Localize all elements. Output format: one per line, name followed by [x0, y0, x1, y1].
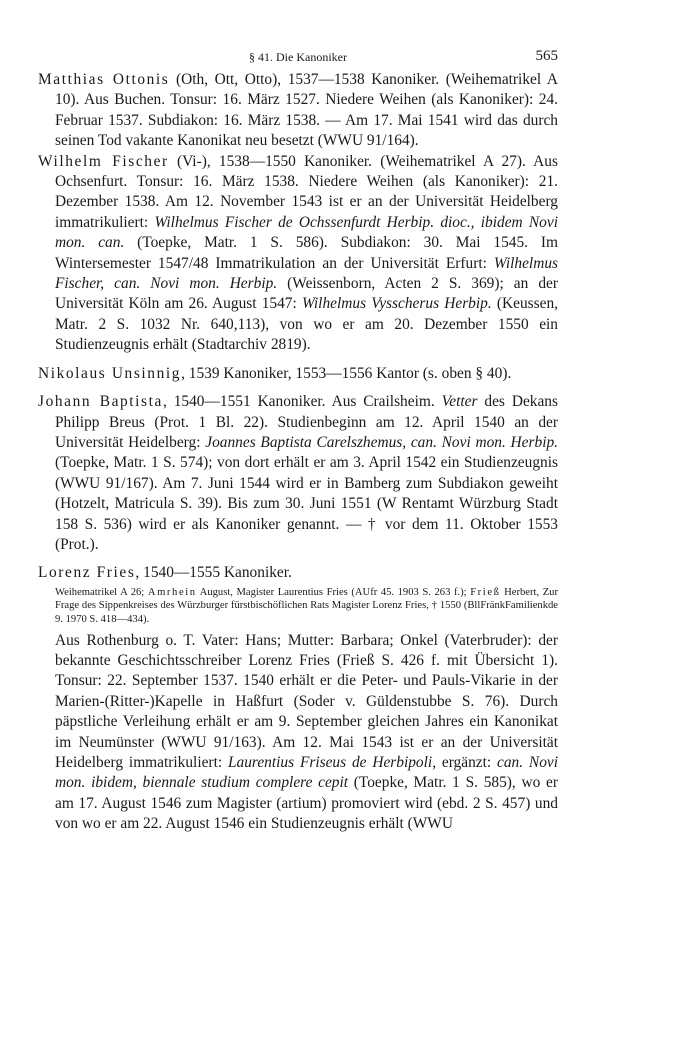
entry-body [38, 631, 558, 835]
running-header [38, 48, 558, 70]
entry-quote: Wilhelmus Fischer de Ochssenfurdt Herbip. dioc., ibidem Novi mon. can. [55, 213, 558, 252]
entry-quote: Wilhelmus Fischer, can. Novi mon. Herbip. [55, 254, 558, 293]
note-author: Frieß [470, 586, 501, 598]
entry-quote: Wilhelmus Vysscherus Herbip. [301, 295, 492, 313]
entry-quote: Vetter [441, 393, 478, 411]
entry-text: (Keussen, Matr. 2 S. 1032 Nr. 640,113), von wo er am 20. Dezember 1550 ein Studienzeugnis erhält (Stadtarchiv 2819). [55, 295, 558, 354]
entry-name: Nikolaus Unsinnig [38, 364, 182, 382]
entry-text: , 1540—1551 Kanoniker. Aus Crailsheim. [162, 393, 442, 411]
entry-quote: can. Novi mon. ibidem, biennale studium complere cepit [55, 753, 558, 792]
entry-text: (Toepke, Matr. 1 S. 586). Subdiakon: 30. Mai 1545. Im Wintersemester 1547/48 Immatrikulation an der Universität Erfurt: [55, 234, 558, 272]
entry-name: Lorenz Fries [38, 564, 136, 582]
entry-name: Johann Baptista [38, 393, 163, 411]
entry-text: (Oth, Ott, Otto), 1537—1538 Kanoniker. (Weihematrikel A 10). Aus Buchen. Tonsur: 16. März 1527. Niedere Weihen (als Kanoniker): 24. Februar 1537. Subdiakon: 16. März 1538. — Am 17. Mai 1541 wird das durch seinen Tod vakante Kanonikat neu besetzt (WWU 91/164). [55, 71, 558, 150]
entry-lorenz-fries [38, 563, 558, 583]
entry-text: (Toepke, Matr. 1 S. 574); von dort erhält er am 3. April 1542 ein Studienzeugnis (WWU 91/167). Am 7. Juni 1544 wird er in Bamberg zum Subdiakon geweiht (Hotzelt, Matricula S. 39). Bis zum 30. Juni 1551 (W Rentamt Würzburg Stadt 158 S. 536) wird er als Kanoniker genannt. — † vor dem 11. Oktober 1553 (Prot.). [55, 454, 558, 553]
entry-text: , 1540—1555 Kanoniker. [135, 564, 292, 582]
entry-johann-baptista [38, 392, 558, 555]
page [38, 48, 558, 835]
entry-quote: Joannes Baptista Carelszhemus, can. Novi mon. Herbip. [205, 433, 559, 451]
note-author: Amrhein [147, 586, 197, 598]
entry-text: des Dekans Philipp Breus (Prot. 1 Bl. 22). Studienbeginn am 12. April 1540 an der Universität Heidelberg: [55, 393, 558, 451]
note-text: Herbert, Zur Frage des Sippenkreises des Würzburger fürstbischöflichen Rats Magister Lorenz Fries, † 1550 (BllFränkFamilienkde 9. 1970 S. 418—434). [55, 586, 558, 625]
entry-matthias-ottonis [38, 70, 558, 152]
entry-text: (Vi-), 1538—1550 Kanoniker. (Weihematrikel A 27). Aus Ochsenfurt. Tonsur: 16. März 1538. Niedere Weihen (als Kanoniker): 21. Dezember 1538. Am 12. November 1543 ist er an der Universität Heidelberg immatrikuliert: [55, 152, 558, 231]
entry-text: (Toepke, Matr. 1 S. 585), wo er am 17. August 1546 zum Magister (artium) promoviert wird (ebd. 2 S. 457) und von wo er am 22. August 1546 ein Studienzeugnis erhält (WWU [55, 774, 558, 833]
entry-name: Matthias Ottonis [38, 71, 170, 88]
entry-sources-note [38, 586, 558, 627]
note-text: Weihematrikel A 26; [55, 586, 148, 598]
entry-name: Wilhelm Fischer [38, 152, 169, 170]
entry-text: , 1539 Kanoniker, 1553—1556 Kantor (s. oben § 40). [181, 364, 512, 382]
section-title: § 41. Die Kanoniker [249, 50, 347, 64]
entry-wilhelm-fischer [38, 152, 558, 356]
entry-nikolaus-unsinnig [38, 364, 558, 384]
entry-text: (Weissenborn, Acten 2 S. 369); an der Universität Köln am 26. August 1547: [55, 275, 558, 313]
page-number: 565 [535, 48, 558, 64]
entry-quote: Laurentius Friseus de Herbipoli [227, 753, 433, 771]
entry-text: , ergänzt: [432, 753, 498, 771]
entry-text: Aus Rothenburg o. T. Vater: Hans; Mutter: Barbara; Onkel (Vaterbruder): der bekannte Geschichtsschreiber Lorenz Fries (Frieß S. 426 f. mit Übersicht 1). Tonsur: 22. September 1537. 1540 erhält er die Peter- und Pauls-Vikarie in der Marien-(Ritter-)Kapelle in Haßfurt (Soder v. Güldenstubbe S. 76). Durch päpstliche Verleihung erhält er am 9. September gleichen Jahres ein Kanonikat im Neumünster (WWU 91/163). Am 12. Mai 1543 ist er an der Universität Heidelberg immatrikuliert: [55, 631, 558, 771]
note-text: August, Magister Laurentius Fries (AUfr 45. 1903 S. 263 f.); [196, 586, 471, 598]
